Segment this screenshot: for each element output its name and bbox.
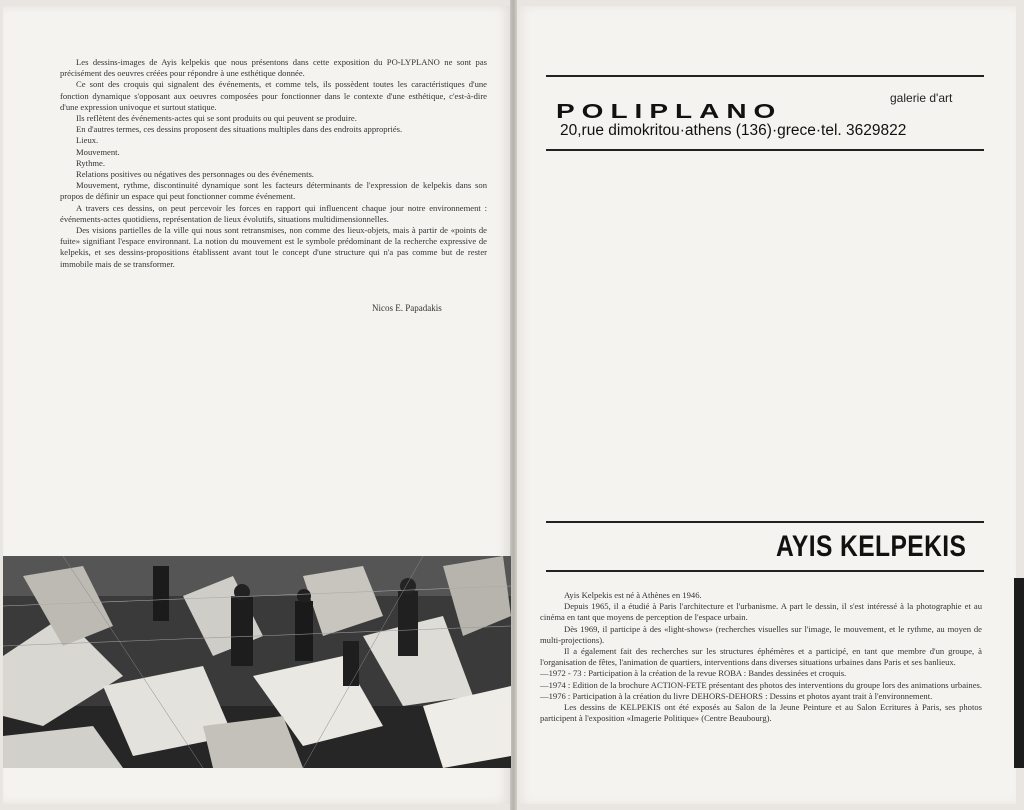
essay-paragraph: Mouvement, rythme, discontinuité dynamique sont les facteurs déterminants de l'expression de kelpekis dans son propos de définir un espace qui peut fonctionner comme événement. [60,180,487,202]
bio-paragraph: Les dessins de KELPEKIS ont été exposés au Salon de la Jeune Peinture et au Salon Ecritures à Paris, ses photos participent à l'exposition «Imagerie Politique» (Centre Beaubourg). [540,702,982,724]
essay-paragraph: Ils reflètent des événements-actes qui se sont produits ou qui peuvent se produire. [76,113,357,124]
gallery-address: 20,rue dimokritou·athens (136)·grece·tel. 3629822 [560,122,907,139]
gallery-label: galerie d'art [890,91,953,105]
booklet-spine [510,0,517,810]
bio-paragraph: Depuis 1965, il a étudié à Paris l'architecture et l'urbanisme. A part le dessin, il s'est intéressé à la photographie et au cinéma en tant que moyens de perception de l'espace urbain. [540,601,982,623]
artist-biography [540,590,982,724]
header-rule-bottom [546,149,984,151]
gallery-name: POLIPLANO [556,100,783,123]
essay-paragraph: Lieux. [76,135,99,146]
header-rule-top [546,75,984,77]
bio-paragraph: Ayis Kelpekis est né à Athènes en 1946. [564,590,702,600]
essay-text [60,57,487,270]
artist-rule-bottom [546,570,984,572]
artist-name: AYIS KELPEKIS [776,530,967,563]
essay-signature: Nicos E. Papadakis [372,303,442,313]
essay-paragraph: Mouvement. [76,146,120,157]
bio-paragraph: —1976 : Participation à la création du livre DEHORS-DEHORS : Dessins et photos ayant trait à l'environnement. [540,690,933,701]
artist-rule-top [546,521,984,523]
back-cover-edge [1014,578,1024,768]
essay-paragraph: Les dessins-images de Ayis kelpekis que nous présentons dans cette exposition du PO-LYPLANO ne sont pas précisément des oeuvres créées pour répondre à une esthétique donnée. [60,57,487,79]
bio-paragraph: Il a également fait des recherches sur les structures éphémères et a participé, en tant que membre d'un groupe, à l'organisation de fêtes, l'animation de quartiers, interventions dans diverses situations urbaines dans Paris et ses banlieux. [540,646,982,668]
bio-paragraph: —1974 : Edition de la brochure ACTION-FETE présentant des photos des interventions du groupe lors des animations urbaines. [540,679,983,690]
essay-paragraph: Des visions partielles de la ville qui nous sont retransmises, non comme des lieux-objets, mais à partir de «points de fuite» signifiant l'espace environnant. La notion du mouvement est le symbole prédominant de la recherche expressive de kelpekis, et ses dessins-propositions établissent avant tout le concept d'une structure qui n'a pas comme but de rester immobile mais de se transformer. [60,225,487,269]
bio-paragraph: Dès 1969, il participe à des «light-shows» (recherches visuelles sur l'image, le mouvement, et le rythme, au moyen de multi-projections). [540,623,982,645]
essay-paragraph: Rythme. [76,157,106,168]
essay-paragraph: A travers ces dessins, on peut percevoir les forces en rapport qui influencent chaque jour notre environnement : événements-actes quotidiens, représentation de lieux évolutifs, situations multidimensionnelles. [60,202,487,224]
essay-paragraph: En d'autres termes, ces dessins proposent des situations multiples dans des endroits appropriés. [76,124,403,135]
street-performance-photo [3,556,511,768]
bio-paragraph: —1972 - 73 : Participation à la création de la revue ROBA : Bandes dessinées et croquis. [540,668,847,679]
photo-illustration [3,556,511,768]
essay-paragraph: Relations positives ou négatives des personnages ou des événements. [76,169,314,180]
essay-paragraph: Ce sont des croquis qui signalent des événements, et comme tels, ils possèdent toutes les caractéristiques d'une fonction dynamique s'opposant aux oeuvres composées pour fonctionner dans le contexte d'une esthétique, c'est-à-dire d'une expression univoque et surtout statique. [60,79,487,112]
